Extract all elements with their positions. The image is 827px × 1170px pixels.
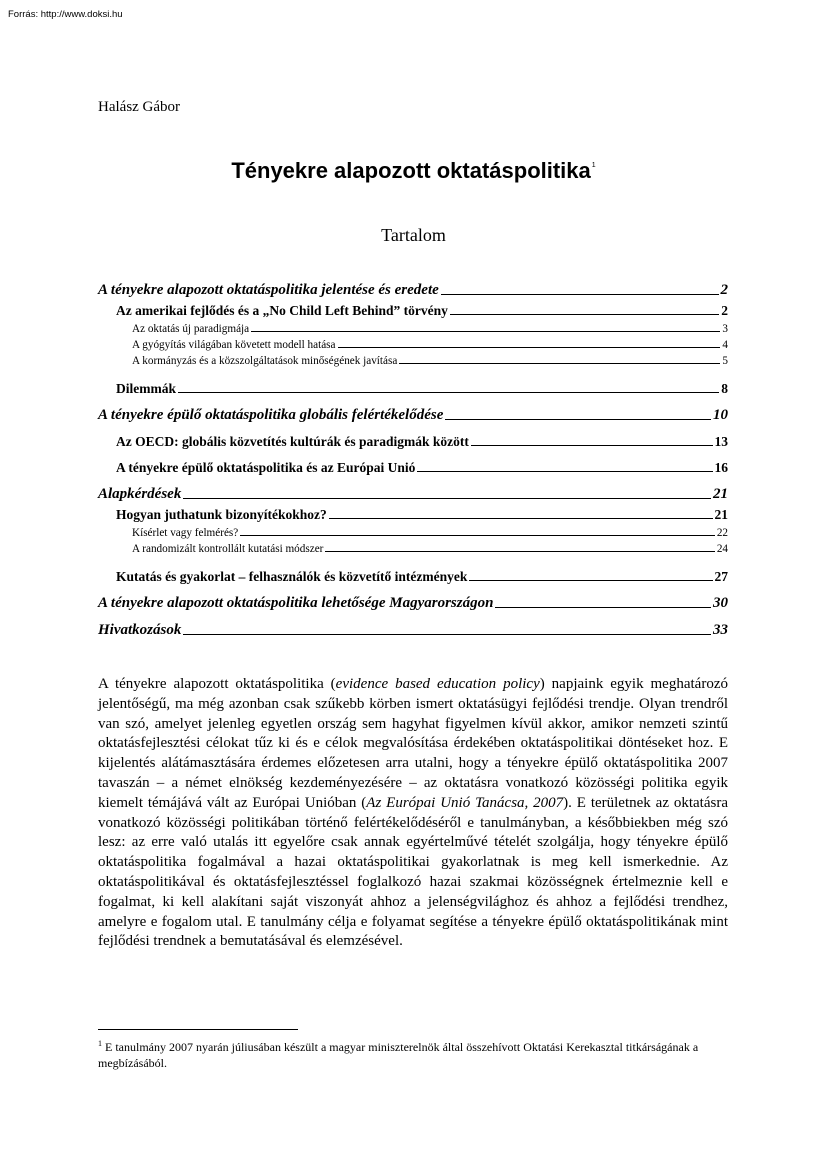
toc-leader [251,331,720,332]
toc-entry-page: 13 [714,434,728,449]
title-footnote-mark: 1 [591,162,596,169]
toc-entry-label: Hogyan juthatunk bizonyítékokhoz? [116,507,327,522]
toc-entry-label: A tényekre épülő oktatáspolitika és az Európai Unió [116,460,416,475]
toc-entry-page: 21 [713,486,728,502]
toc-entry-page: 27 [714,569,728,584]
toc-entry[interactable] [98,424,728,450]
toc-leader [183,498,711,499]
toc-entry-label: Dilemmák [116,381,176,396]
toc-leader [183,634,711,635]
toc-entry-label: A tényekre alapozott oktatáspolitika lehetősége Magyarországon [98,595,494,611]
toc-entry[interactable] [98,450,728,476]
toc-entry-page: 4 [722,339,728,351]
toc-entry[interactable] [98,272,728,299]
toc-entry-label: Az amerikai fejlődés és a „No Child Left Behind” törvény [116,303,448,318]
body-text-run: A tényekre alapozott oktatáspolitika ( [98,676,336,692]
toc-entry-label: Kísérlet vagy felmérés? [132,527,239,539]
toc-leader [325,551,714,552]
toc-leader [399,363,720,364]
author-name: Halász Gábor [98,99,181,115]
toc-entry-page: 22 [716,527,728,539]
document-title [0,158,827,184]
toc-entry-label: Kutatás és gyakorlat – felhasználók és közvetítő intézmények [116,569,468,584]
toc-leader [178,392,719,393]
toc-leader [441,294,719,295]
toc-leader [495,607,711,608]
toc-entry[interactable] [98,585,728,612]
toc-entry[interactable] [98,539,728,555]
toc-entry[interactable] [98,371,728,397]
toc-entry[interactable] [98,335,728,351]
toc-leader [417,471,712,472]
toc-heading: Tartalom [381,225,446,245]
toc-leader [240,535,715,536]
toc-entry-page: 2 [720,282,728,298]
intro-paragraph [98,675,728,952]
toc-entry-label: Az OECD: globális közvetítés kultúrák és paradigmák között [116,434,469,449]
toc-entry-page: 33 [713,622,728,638]
footnote-text: E tanulmány 2007 nyarán júliusában készült a magyar miniszterelnök által összehívott Oktatási Kerekasztal titkárságának a megbízásából. [98,1040,699,1070]
toc-leader [450,314,719,315]
toc-entry-page: 5 [722,355,728,367]
toc-entry-label: A randomizált kontrollált kutatási módszer [132,543,324,555]
toc-entry-label: A kormányzás és a közszolgáltatások minőségének javítása [132,355,398,367]
footnote-mark: 1 [98,1039,102,1048]
body-italic-term: evidence based education policy [335,676,540,692]
toc-entry-page: 2 [721,303,728,318]
toc-entry-label: A gyógyítás világában követett modell hatása [132,339,336,351]
toc-entry-page: 21 [714,507,728,522]
toc-entry-label: Hivatkozások [98,622,182,638]
toc-leader [329,518,713,519]
body-italic-citation: Az Európai Unió Tanácsa, 2007 [366,794,564,811]
toc-entry-page: 24 [716,543,728,555]
toc-entry-label: Alapkérdések [98,486,182,502]
toc-entry[interactable] [98,351,728,367]
toc-entry[interactable] [98,559,728,585]
toc-leader [338,347,721,348]
toc-leader [445,419,711,420]
toc-entry-page: 3 [722,323,728,335]
toc-entry-page: 10 [713,407,728,423]
toc-entry-label: A tényekre épülő oktatáspolitika globális felértékelődése [98,407,444,423]
toc-entry-page: 30 [713,595,728,611]
toc-entry[interactable] [98,476,728,503]
toc-entry-page: 16 [714,460,728,475]
toc-entry[interactable] [98,503,728,523]
toc-entry-page: 8 [721,381,728,396]
table-of-contents [98,272,728,639]
source-url: Forrás: http://www.doksi.hu [8,9,123,20]
toc-entry[interactable] [98,397,728,424]
toc-entry[interactable] [98,319,728,335]
toc-leader [469,580,712,581]
toc-entry[interactable] [98,523,728,539]
footnote [98,1036,728,1071]
title-text: Tényekre alapozott oktatáspolitika [231,158,591,183]
toc-entry[interactable] [98,612,728,639]
body-text-run: ) napjaink egyik meghatározó jelentőségű, ma még azonban csak szűkebb körben ismert oktatásügyi fejlődési trendje. Olyan trendről van szó, amelyet jelenleg egyetlen ország sem hagyhat figyelmen kívül akkor, amikor nemzeti szintű oktatásfejlesztési célokat tűz ki és e célok megvalósítása érdekében oktatáspolitikai döntéseket hoz. E kijelentés alátámasztására érdemes előzetesen arra utalni, hogy a tényekre épülő oktatáspolitika 2007 tavaszán – a német elnökség kezdeményezésére – az oktatásra vonatkozó közösségi politika egyik kiemelt témájává vált az Európai Unióban ( [98,676,728,811]
toc-entry-label: Az oktatás új paradigmája [132,323,250,335]
toc-entry-label: A tényekre alapozott oktatáspolitika jelentése és eredete [98,282,439,298]
footnote-divider [98,1029,298,1030]
toc-leader [471,445,713,446]
toc-entry[interactable] [98,299,728,319]
body-text-run: ). E területnek az oktatásra vonatkozó közösségi politikában történő felértékelődéséről e tanulmányban, a későbbiekben még szó lesz: az erre való utalás itt egyelőre csak annak egyértelművé tételét szolgálja, hogy tényekre épülő oktatáspolitika fogalmával a hazai oktatáspolitikai gyakorlatnak is meg kell ismerkednie. Az oktatáspolitikával és oktatásfejlesztéssel foglalkozó hazai szakmai közösségnek értelmeznie kell e fogalmat, ki kell alakítani saját viszonyát ahhoz a jelenségvilághoz és ahhoz a fejlődési trendhez, amelyre e fogalom utal. E tanulmány célja e folyamat segítése a tényekre épülő oktatáspolitikának mint fejlődési trendnek a bemutatásával és elemzésével. [98,794,728,950]
